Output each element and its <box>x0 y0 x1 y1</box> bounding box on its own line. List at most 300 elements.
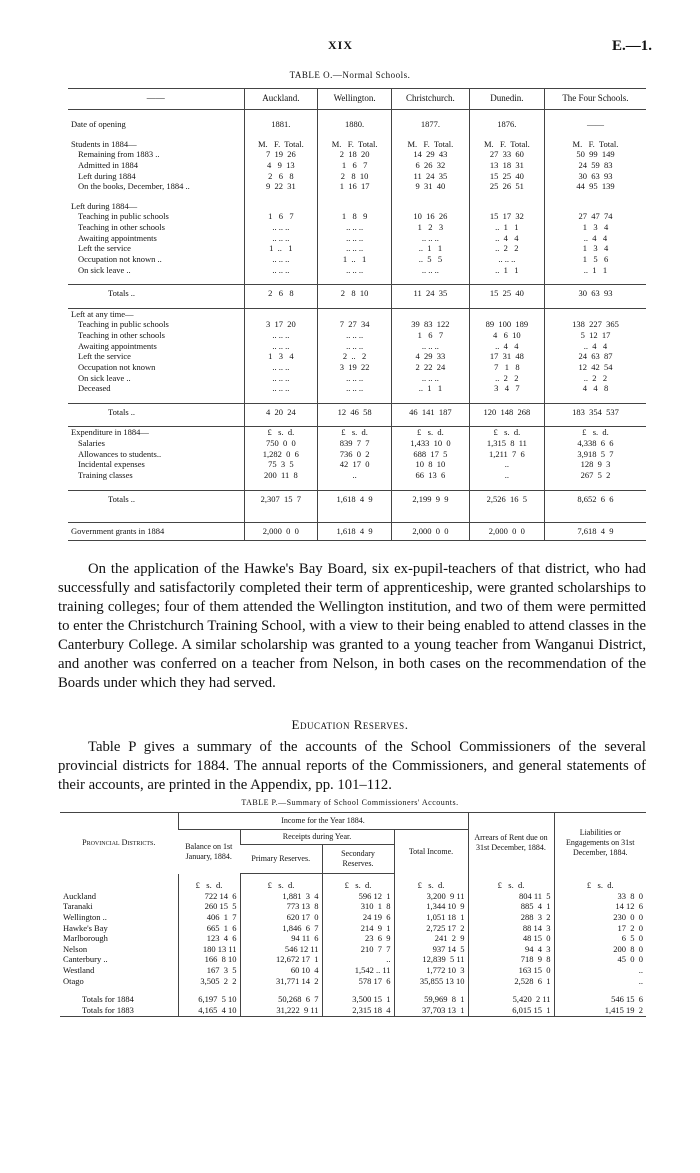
value-cell: 37,703 13 1 <box>394 1005 468 1016</box>
value-cell: 5,420 2 11 <box>468 994 554 1005</box>
value-cell: 3,505 2 2 <box>178 976 240 987</box>
spacer <box>68 504 244 513</box>
value-cell: .. <box>469 459 544 470</box>
row-label: Government grants in 1884 <box>68 523 244 541</box>
row-left-1884-heading <box>68 201 646 212</box>
blank-cell <box>318 394 392 404</box>
blank-cell <box>469 394 544 404</box>
row-label: Students in 1884— <box>71 138 137 149</box>
value-cell: 15 25 40 <box>469 171 544 182</box>
value-cell: 288 3 2 <box>468 912 554 923</box>
value-cell: 7 27 34 <box>318 319 392 330</box>
spacer <box>68 110 244 120</box>
blank-cell <box>469 110 544 120</box>
spacer-row <box>68 110 646 120</box>
value-cell: 1,433 10 0 <box>391 438 469 449</box>
value-cell: 260 15 5 <box>178 901 240 912</box>
value-cell: .. .. .. <box>469 254 544 265</box>
value-cell: .. .. .. <box>391 233 469 244</box>
district-name: Nelson <box>63 943 88 954</box>
blank-cell <box>318 308 392 319</box>
th-column: Christchurch. <box>391 89 469 110</box>
blank-cell <box>544 481 646 491</box>
row-totals-1884 <box>68 285 646 299</box>
value-cell: 167 3 5 <box>178 965 240 976</box>
value-cell: .. .. .. <box>318 243 392 254</box>
mft-header: M. F. Total. <box>469 139 544 150</box>
blank-cell <box>318 275 392 285</box>
value-cell: 230 0 0 <box>554 912 646 923</box>
value-cell: 27 33 60 <box>469 149 544 160</box>
value-cell: 24 59 83 <box>544 160 646 171</box>
value-cell: 546 12 11 <box>240 944 322 955</box>
th-secondary: Secondary Reserves. <box>322 845 394 874</box>
value-cell: .. <box>554 976 646 987</box>
value-cell: .. .. .. <box>244 254 318 265</box>
blank-cell <box>391 130 469 139</box>
th-receipts: Receipts during Year. <box>240 830 394 845</box>
value-cell: 33 8 0 <box>554 891 646 902</box>
page-header <box>0 38 700 58</box>
spacer-row <box>68 481 646 491</box>
value-cell: 1,211 7 6 <box>469 449 544 460</box>
blank-cell <box>244 417 318 427</box>
value-cell: 937 14 5 <box>394 944 468 955</box>
blank-cell <box>391 192 469 201</box>
value-cell: 2,526 16 5 <box>469 490 544 504</box>
value-cell: .. .. .. <box>244 330 318 341</box>
row-expenditure <box>68 459 646 470</box>
value-cell: 688 17 5 <box>391 449 469 460</box>
value-cell: 1,315 8 11 <box>469 438 544 449</box>
value-cell: 4 20 24 <box>244 403 318 417</box>
value-cell: 1 3 4 <box>544 222 646 233</box>
value-cell: 24 63 87 <box>544 351 646 362</box>
document-reference: E.—1. <box>612 38 653 54</box>
row-left-any <box>68 319 646 330</box>
blank-cell <box>469 417 544 427</box>
row-totals-expenditure <box>68 490 646 504</box>
value-cell: 1 6 7 <box>391 330 469 341</box>
value-cell: .. <box>322 954 394 965</box>
value-cell: .. .. .. <box>318 383 392 394</box>
lsd-header: £ s. d. <box>240 874 322 891</box>
blank-cell <box>544 504 646 513</box>
row-left-1884 <box>68 254 646 265</box>
row-date-of-opening <box>68 119 646 130</box>
table-row <box>60 912 646 923</box>
value-cell: .. 4 4 <box>469 233 544 244</box>
value-cell: .. 4 4 <box>469 341 544 352</box>
value-cell: .. <box>469 470 544 481</box>
blank-cell <box>544 299 646 309</box>
district-name: Otago <box>63 975 84 986</box>
row-students-heading <box>68 139 646 150</box>
spacer-row <box>68 192 646 201</box>
value-cell: 4,165 4 10 <box>178 1005 240 1016</box>
blank-cell <box>469 275 544 285</box>
value-cell: 722 14 6 <box>178 891 240 902</box>
value-cell: 620 17 0 <box>240 912 322 923</box>
value-cell: 4,338 6 6 <box>544 438 646 449</box>
paragraph-scholarships: On the application of the Hawke's Bay Board, six ex-pupil-teachers of that district, who had successfully and satisfactorily completed their term of apprenticeship, were granted scholarships to training colleges; four of them attended the Wellington institution, and two of them were permitted to enter the Christchurch Training School, with a view to their being enabled to attend classes in the Canterbury College. A similar scholarship was granted to a young teacher from Wanganui District, and another was conferred on a teacher from Nelson, in both cases on the recommendation of the Boards under which they had served. <box>58 561 646 691</box>
value-cell: 2,725 17 2 <box>394 923 468 934</box>
value-cell: 30 63 93 <box>544 285 646 299</box>
row-label: Totals .. <box>68 403 244 417</box>
blank-cell <box>544 275 646 285</box>
value-cell: 750 0 0 <box>244 438 318 449</box>
value-cell: 7 19 26 <box>244 149 318 160</box>
value-cell: 11 24 35 <box>391 285 469 299</box>
row-label: Incidental expenses <box>78 459 145 470</box>
spacer-row <box>68 394 646 404</box>
value-cell: 1 8 9 <box>318 211 392 222</box>
district-name: Marlborough <box>63 933 108 944</box>
blank-cell <box>391 394 469 404</box>
mft-header: M. F. Total. <box>391 139 469 150</box>
spacer <box>68 513 244 523</box>
value-cell: 6,197 5 10 <box>178 994 240 1005</box>
value-cell: 2 .. 2 <box>318 351 392 362</box>
value-cell: 1 .. 1 <box>244 243 318 254</box>
blank-cell <box>391 299 469 309</box>
value-cell: 183 354 537 <box>544 403 646 417</box>
value-cell: 163 15 0 <box>468 965 554 976</box>
value-cell: 2,000 0 0 <box>469 523 544 541</box>
value-cell: 3,500 15 1 <box>322 994 394 1005</box>
value-cell: .. 5 5 <box>391 254 469 265</box>
value-cell: 27 47 74 <box>544 211 646 222</box>
value-cell: 718 9 8 <box>468 954 554 965</box>
value-cell: 773 13 8 <box>240 901 322 912</box>
value-cell: 2 18 20 <box>318 149 392 160</box>
value-cell: 12,839 5 11 <box>394 954 468 965</box>
value-cell: .. .. .. <box>318 373 392 384</box>
th-column: The Four Schools. <box>544 89 646 110</box>
th-liabilities: Liabilities or Engagements on 31st December, 1884. <box>554 813 646 874</box>
row-expenditure <box>68 470 646 481</box>
value-cell: .. 4 4 <box>544 233 646 244</box>
value-cell: 1881. <box>244 119 318 130</box>
value-cell: 123 4 6 <box>178 933 240 944</box>
blank-cell <box>391 417 469 427</box>
lsd-header: £ s. d. <box>544 427 646 438</box>
value-cell: 12,672 17 1 <box>240 954 322 965</box>
value-cell: 2 8 10 <box>318 285 392 299</box>
blank-cell <box>391 504 469 513</box>
value-cell: 46 141 187 <box>391 403 469 417</box>
row-left-any <box>68 373 646 384</box>
page-number: XIX <box>328 38 354 52</box>
value-cell: .. .. .. <box>318 341 392 352</box>
row-left-any <box>68 383 646 394</box>
spacer <box>394 986 468 994</box>
value-cell: 66 13 6 <box>391 470 469 481</box>
row-totals-any <box>68 403 646 417</box>
blank-cell <box>244 192 318 201</box>
row-label: Left during 1884— <box>71 200 138 211</box>
district-name: Auckland <box>63 890 97 901</box>
value-cell: .. 1 1 <box>469 265 544 276</box>
th-column: Dunedin. <box>469 89 544 110</box>
value-cell: 12 42 54 <box>544 362 646 373</box>
spacer <box>240 986 322 994</box>
spacer <box>68 275 244 285</box>
value-cell: 3 17 20 <box>244 319 318 330</box>
value-cell: 1,344 10 9 <box>394 901 468 912</box>
row-label: Date of opening <box>71 119 126 129</box>
blank-cell <box>391 513 469 523</box>
value-cell: 1,618 4 9 <box>318 490 392 504</box>
table-row <box>60 944 646 955</box>
blank-cell <box>469 192 544 201</box>
blank-cell <box>244 504 318 513</box>
value-cell: 1 2 3 <box>391 222 469 233</box>
value-cell: 804 11 5 <box>468 891 554 902</box>
blank-cell <box>318 504 392 513</box>
lsd-header: £ s. d. <box>391 427 469 438</box>
value-cell: 7,618 4 9 <box>544 523 646 541</box>
totals-row <box>60 1005 646 1016</box>
row-left-1884 <box>68 222 646 233</box>
value-cell: 1880. <box>318 119 392 130</box>
value-cell: 546 15 6 <box>554 994 646 1005</box>
value-cell: 35,855 13 10 <box>394 976 468 987</box>
value-cell: 1,881 3 4 <box>240 891 322 902</box>
district-name: Wellington .. <box>63 911 107 922</box>
value-cell: 89 100 189 <box>469 319 544 330</box>
spacer <box>68 417 244 427</box>
spacer-row <box>68 130 646 139</box>
row-left-any <box>68 351 646 362</box>
table-row <box>60 965 646 976</box>
blank-cell <box>544 192 646 201</box>
value-cell: 24 19 6 <box>322 912 394 923</box>
row-label: Salaries <box>78 438 105 448</box>
spacer <box>178 986 240 994</box>
row-label: Left the service <box>78 243 131 254</box>
value-cell: 2,199 9 9 <box>391 490 469 504</box>
value-cell: 4 9 13 <box>244 160 318 171</box>
blank-cell <box>469 481 544 491</box>
spacer <box>68 130 244 139</box>
spacer <box>322 986 394 994</box>
blank-cell <box>318 417 392 427</box>
value-cell: 8,652 6 6 <box>544 490 646 504</box>
row-label: Left during 1884 <box>78 170 136 181</box>
value-cell: 4 6 10 <box>469 330 544 341</box>
row-students <box>68 181 646 192</box>
row-left-1884 <box>68 265 646 276</box>
blank-cell <box>391 201 469 212</box>
value-cell: 15 25 40 <box>469 285 544 299</box>
blank-cell <box>244 110 318 120</box>
blank-cell <box>544 130 646 139</box>
value-cell: .. .. .. <box>244 383 318 394</box>
value-cell: 4 29 33 <box>391 351 469 362</box>
value-cell: 50,268 6 7 <box>240 994 322 1005</box>
row-label: Teaching in public schools <box>78 211 169 222</box>
value-cell: 1,772 10 3 <box>394 965 468 976</box>
th-balance: Balance on 1st January, 1884. <box>185 841 233 861</box>
district-name: Canterbury .. <box>63 954 108 965</box>
lsd-header: £ s. d. <box>322 874 394 891</box>
value-cell: 267 5 2 <box>544 470 646 481</box>
table-row <box>60 891 646 902</box>
value-cell: .. 4 4 <box>544 341 646 352</box>
row-label: On sick leave .. <box>78 372 131 383</box>
value-cell: .. 1 1 <box>391 243 469 254</box>
section-title-education-reserves: Education Reserves. <box>291 717 409 732</box>
value-cell: 1 3 4 <box>244 351 318 362</box>
lsd-header: £ s. d. <box>394 874 468 891</box>
value-cell: 1,415 19 2 <box>554 1005 646 1016</box>
blank-cell <box>318 201 392 212</box>
spacer <box>68 394 244 404</box>
row-label: Teaching in other schools <box>78 330 165 340</box>
mft-header: M. F. Total. <box>544 139 646 150</box>
spacer <box>68 481 244 491</box>
value-cell: .. .. .. <box>318 330 392 341</box>
row-label: Teaching in public schools <box>78 319 169 330</box>
value-cell: 6 26 32 <box>391 160 469 171</box>
row-label: Awaiting appointments <box>78 340 157 351</box>
blank-cell <box>469 201 544 212</box>
value-cell: 94 11 6 <box>240 933 322 944</box>
value-cell: 1 6 7 <box>244 211 318 222</box>
row-expenditure-heading <box>68 427 646 438</box>
district-name: Taranaki <box>63 901 93 912</box>
blank-cell <box>469 504 544 513</box>
value-cell: 166 8 10 <box>178 954 240 965</box>
row-label: Teaching in other schools <box>78 222 165 232</box>
value-cell: 2,528 6 1 <box>468 976 554 987</box>
row-expenditure <box>68 449 646 460</box>
district-name: Westland <box>63 965 95 975</box>
row-label: Occupation not known <box>78 361 156 372</box>
row-label: Left at any time— <box>68 308 244 319</box>
value-cell: 1 16 17 <box>318 181 392 192</box>
value-cell: 839 7 7 <box>318 438 392 449</box>
value-cell: 885 4 1 <box>468 901 554 912</box>
table-o-title: TABLE O.—Normal Schools. <box>289 70 411 80</box>
value-cell: .. 1 1 <box>391 383 469 394</box>
blank-cell <box>544 417 646 427</box>
value-cell: 9 31 40 <box>391 181 469 192</box>
th-total-income: Total Income. <box>394 830 468 874</box>
value-cell: 50 99 149 <box>544 149 646 160</box>
value-cell: 14 29 43 <box>391 149 469 160</box>
value-cell: 14 12 6 <box>554 901 646 912</box>
lsd-header: £ s. d. <box>554 874 646 891</box>
row-label: Left the service <box>78 351 131 362</box>
value-cell: 1877. <box>391 119 469 130</box>
th-column: Wellington. <box>318 89 392 110</box>
blank-cell <box>469 299 544 309</box>
value-cell: 75 3 5 <box>244 459 318 470</box>
blank-cell <box>244 130 318 139</box>
value-cell: 1,618 4 9 <box>318 523 392 541</box>
blank-cell <box>544 201 646 212</box>
blank-cell <box>544 513 646 523</box>
value-cell: 6 5 0 <box>554 933 646 944</box>
blank-cell <box>244 481 318 491</box>
blank-cell <box>318 130 392 139</box>
value-cell: 1,542 .. 11 <box>322 965 394 976</box>
value-cell: 10 16 26 <box>391 211 469 222</box>
value-cell: 60 10 4 <box>240 965 322 976</box>
value-cell: 665 1 6 <box>178 923 240 934</box>
lsd-header: £ s. d. <box>318 427 392 438</box>
value-cell: 88 14 3 <box>468 923 554 934</box>
value-cell: 2 8 10 <box>318 171 392 182</box>
row-students <box>68 171 646 182</box>
value-cell: —— <box>544 119 646 130</box>
totals-row <box>60 994 646 1005</box>
blank-cell <box>318 299 392 309</box>
lsd-header: £ s. d. <box>244 427 318 438</box>
value-cell: 138 227 365 <box>544 319 646 330</box>
blank-cell <box>60 874 178 891</box>
row-label: Expenditure in 1884— <box>68 427 244 438</box>
value-cell: 59,969 8 1 <box>394 994 468 1005</box>
value-cell: .. 2 2 <box>469 243 544 254</box>
value-cell: 15 17 32 <box>469 211 544 222</box>
value-cell: 5 12 17 <box>544 330 646 341</box>
lsd-header: £ s. d. <box>468 874 554 891</box>
value-cell: 406 1 7 <box>178 912 240 923</box>
value-cell: .. <box>318 470 392 481</box>
row-students <box>68 149 646 160</box>
mft-header: M. F. Total. <box>244 139 318 150</box>
th-districts: Provincial Districts. <box>60 813 178 874</box>
value-cell: 48 15 0 <box>468 933 554 944</box>
value-cell: 1,846 6 7 <box>240 923 322 934</box>
value-cell: 17 2 0 <box>554 923 646 934</box>
row-label: Totals .. <box>68 490 244 504</box>
blank-cell <box>318 192 392 201</box>
spacer-row <box>68 513 646 523</box>
value-cell: 44 95 139 <box>544 181 646 192</box>
table-o-normal-schools <box>68 88 646 541</box>
row-left-any-heading <box>68 308 646 319</box>
row-label: Awaiting appointments <box>78 232 157 243</box>
row-left-1884 <box>68 243 646 254</box>
value-cell: 578 17 6 <box>322 976 394 987</box>
th-blank: —— <box>68 89 244 110</box>
row-label: Admitted in 1884 <box>78 159 138 170</box>
value-cell: 310 1 8 <box>322 901 394 912</box>
value-cell: 7 1 8 <box>469 362 544 373</box>
value-cell: 3,200 9 11 <box>394 891 468 902</box>
value-cell: 23 6 9 <box>322 933 394 944</box>
value-cell: 31,222 9 11 <box>240 1005 322 1016</box>
value-cell: 94 4 3 <box>468 944 554 955</box>
blank-cell <box>318 110 392 120</box>
spacer <box>60 986 178 994</box>
value-cell: 11 24 35 <box>391 171 469 182</box>
value-cell: 180 13 11 <box>178 944 240 955</box>
spacer <box>68 299 244 309</box>
row-label: Deceased <box>78 383 111 394</box>
value-cell: 128 9 3 <box>544 459 646 470</box>
value-cell: .. <box>554 965 646 976</box>
value-cell: 2 6 8 <box>244 285 318 299</box>
value-cell: 2,000 0 0 <box>391 523 469 541</box>
table-p-commissioners-accounts <box>60 812 646 1017</box>
blank-cell <box>391 308 469 319</box>
blank-cell <box>244 308 318 319</box>
